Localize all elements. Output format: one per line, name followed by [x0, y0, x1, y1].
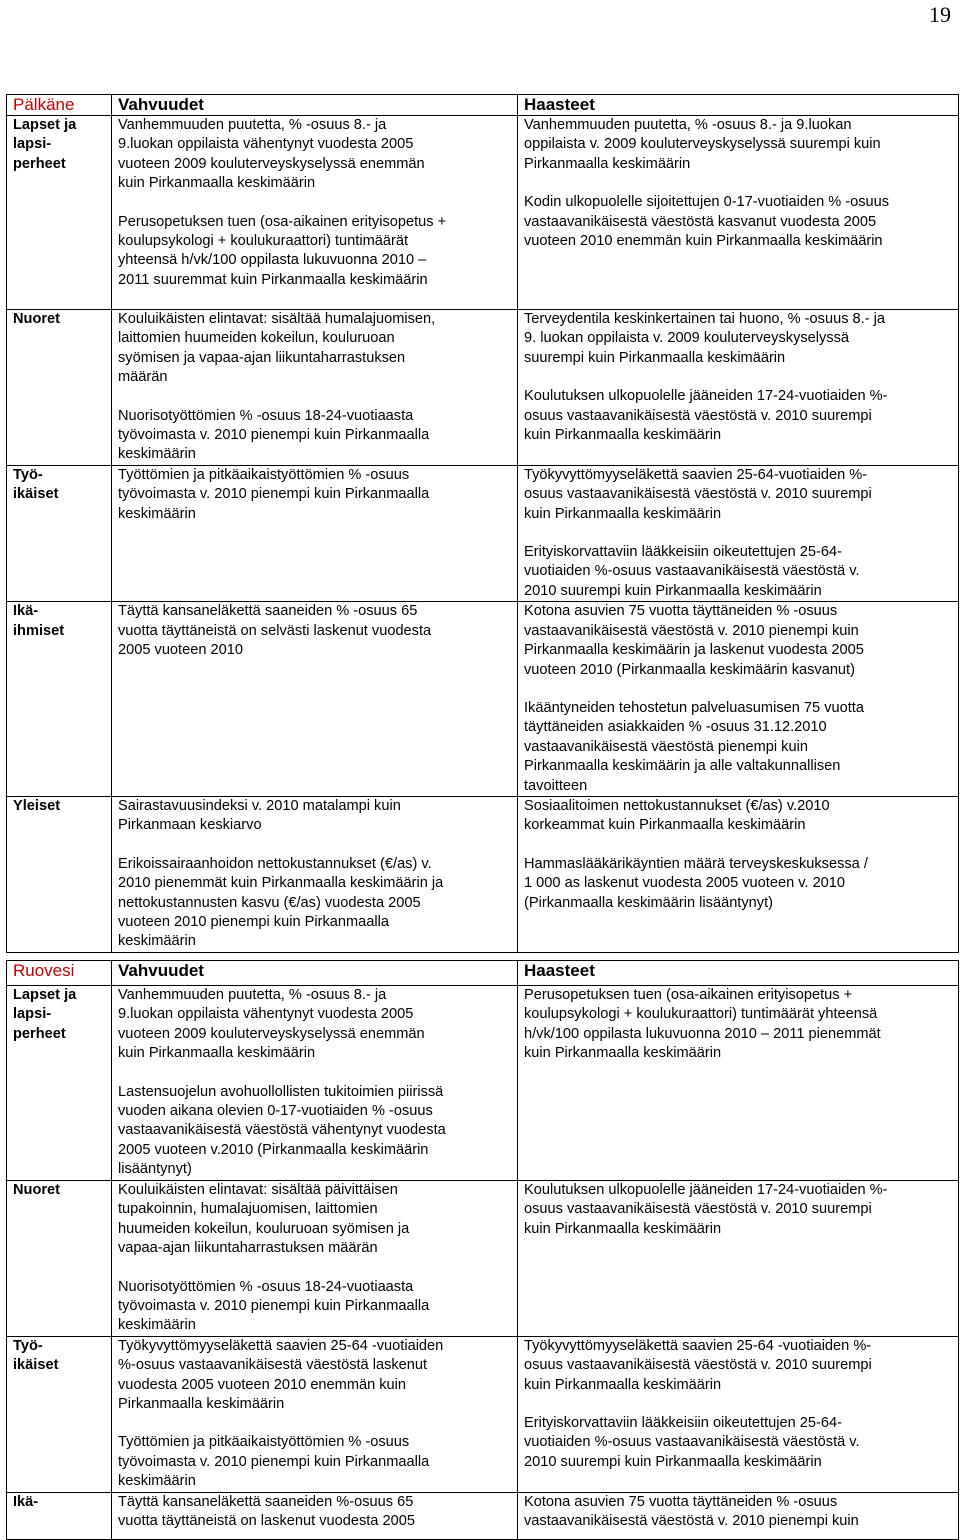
table-row: [7, 796, 959, 952]
strengths-cell: [112, 1492, 518, 1539]
challenge-item: Koulutuksen ulkopuolelle jääneiden 17-24-vuotiaiden %- osuus vastaavanikäisestä väestöstä v. 2010 suurempi kuin Pirkanmaalla keskimäärin: [524, 1181, 888, 1237]
strength-item: Vanhemmuuden puutetta, % -osuus 8.- ja 9.luokan oppilaista vähentynyt vuodesta 2005 vuoteen 2009 kouluterveyskyselyssä enemmän kuin Pirkanmaalla keskimäärin: [118, 986, 425, 1062]
challenge-item: Koulutuksen ulkopuolelle jääneiden 17-24-vuotiaiden %- osuus vastaavanikäisestä väestöstä v. 2010 suurempi kuin Pirkanmaalla keskimäärin: [524, 388, 888, 444]
strengths-cell: [112, 985, 518, 1180]
strength-item: Perusopetuksen tuen (osa-aikainen erityisopetus + koulupsykologi + koulukuraattori) tuntimäärät yhteensä h/vk/100 oppilasta lukuvuonna 2010 – 2011 suuremmat kuin Pirkanmaalla keskimäärin: [118, 213, 447, 288]
challenges-cell: [518, 985, 959, 1180]
strength-item: Erikoissairaanhoidon nettokustannukset (€/as) v. 2010 pienemmät kuin Pirkanmaalla keskimäärin ja nettokustannusten kasvu (€/as) vuodesta 2005 vuoteen 2010 pienempi kuin Pirkanmaalla keskimäärin: [118, 855, 444, 950]
region-table-ruovesi: [6, 960, 959, 1540]
challenge-item: Kodin ulkopuolelle sijoitettujen 0-17-vuotiaiden % -osuus vastaavanikäisestä väestöstä kasvanut vuodesta 2005 vuoteen 2010 enemmän kuin Pirkanmaalla keskimäärin: [524, 194, 890, 250]
region-title: Ruovesi: [7, 961, 112, 986]
challenge-item: Ikääntyneiden tehostetun palveluasumisen 75 vuotta täyttäneiden asiakkaiden % -osuus 31.12.2010 vastaavanikäisestä väestöstä pienempi kuin Pirkanmaalla keskimäärin ja alle valtakunnallisen tavoitteen: [524, 699, 864, 794]
challenges-cell: [518, 1336, 959, 1492]
table-header-row: [7, 95, 959, 116]
table-row: [7, 116, 959, 310]
group-label: Ikä-: [7, 1492, 112, 1539]
strengths-header: Vahvuudet: [112, 95, 518, 116]
challenges-header: Haasteet: [518, 961, 959, 986]
challenge-item: Vanhemmuuden puutetta, % -osuus 8.- ja 9.luokan oppilaista v. 2009 kouluterveyskyselyssä suurempi kuin Pirkanmaalla keskimäärin: [524, 117, 881, 172]
strengths-cell: [112, 465, 518, 601]
challenge-item: Kotona asuvien 75 vuotta täyttäneiden % -osuus vastaavanikäisestä väestöstä v. 2010 pienempi kuin: [524, 1493, 859, 1530]
group-label: Nuoret: [7, 310, 112, 466]
strength-item: Sairastavuusindeksi v. 2010 matalampi kuin Pirkanmaan keskiarvo: [118, 797, 401, 834]
table-row: [7, 1180, 959, 1336]
strength-item: Työttömien ja pitkäaikaistyöttömien % -osuus työvoimasta v. 2010 pienempi kuin Pirkanmaalla keskimäärin: [118, 466, 430, 522]
challenge-item: Erityiskorvattaviin lääkkeisiin oikeutettujen 25-64- vuotiaiden %-osuus vastaavanikäisestä väestöstä v. 2010 suurempi kuin Pirkanmaalla keskimäärin: [524, 1414, 860, 1470]
strength-item: Kouluikäisten elintavat: sisältää humalajuomisen, laittomien huumeiden kokeilun, kouluruoan syömisen ja vapaa-ajan liikuntaharrastuksen määrän: [118, 311, 436, 386]
challenge-item: Erityiskorvattaviin lääkkeisiin oikeutettujen 25-64- vuotiaiden %-osuus vastaavanikäisestä väestöstä v. 2010 suurempi kuin Pirkanmaalla keskimäärin: [524, 544, 860, 599]
challenges-cell: [518, 465, 959, 601]
challenges-cell: [518, 310, 959, 466]
challenge-item: Työkyvyttömyyseläkettä saavien 25-64-vuotiaiden %- osuus vastaavanikäisestä väestöstä v. 2010 suurempi kuin Pirkanmaalla keskimäärin: [524, 466, 872, 522]
table-row: [7, 602, 959, 797]
table-row: [7, 1336, 959, 1492]
strength-item: Täyttä kansaneläkettä saaneiden % -osuus 65 vuotta täyttäneistä on selvästi laskenut vuodesta 2005 vuoteen 2010: [118, 603, 432, 659]
strengths-header: Vahvuudet: [112, 961, 518, 986]
challenge-item: Perusopetuksen tuen (osa-aikainen erityisopetus + koulupsykologi + koulukuraattori) tuntimäärät yhteensä h/vk/100 oppilasta lukuvuonna 2010 – 2011 pienemmät kuin Pirkanmaalla keskimäärin: [524, 986, 881, 1062]
challenges-cell: [518, 116, 959, 310]
strengths-cell: [112, 796, 518, 952]
group-label: Lapset ja lapsi- perheet: [7, 985, 112, 1180]
challenge-item: Työkyvyttömyyseläkettä saavien 25-64 -vuotiaiden %- osuus vastaavanikäisestä väestöstä v. 2010 suurempi kuin Pirkanmaalla keskimäärin: [524, 1337, 872, 1393]
group-label: Työ- ikäiset: [7, 1336, 112, 1492]
strength-item: Työttömien ja pitkäaikaistyöttömien % -osuus työvoimasta v. 2010 pienempi kuin Pirkanmaalla keskimäärin: [118, 1434, 430, 1490]
challenges-header: Haasteet: [518, 95, 959, 116]
group-label: Lapset ja lapsi- perheet: [7, 116, 112, 310]
challenge-item: Kotona asuvien 75 vuotta täyttäneiden % -osuus vastaavanikäisestä väestöstä v. 2010 pienempi kuin Pirkanmaalla keskimäärin ja laskenut vuodesta 2005 vuoteen 2010 (Pirkanmaalla keskimäärin kasvanut): [524, 603, 864, 678]
challenge-item: Sosiaalitoimen nettokustannukset (€/as) v.2010 korkeammat kuin Pirkanmaalla keskimäärin: [524, 797, 830, 834]
table-row: [7, 985, 959, 1180]
strength-item: Nuorisotyöttömien % -osuus 18-24-vuotiaasta työvoimasta v. 2010 pienempi kuin Pirkanmaalla keskimäärin: [118, 407, 430, 463]
strength-item: Kouluikäisten elintavat: sisältää päivittäisen tupakoinnin, humalajuomisen, laittomien huumeiden kokeilun, kouluruoan syömisen ja vapaa-ajan liikuntaharrastuksen määrän: [118, 1181, 410, 1257]
table-row: [7, 1492, 959, 1539]
challenges-cell: [518, 796, 959, 952]
table-row: [7, 465, 959, 601]
group-label: Nuoret: [7, 1180, 112, 1336]
region-title: Pälkäne: [7, 95, 112, 116]
strength-item: Täyttä kansaneläkettä saaneiden %-osuus 65 vuotta täyttäneistä on laskenut vuodesta 2005: [118, 1493, 415, 1530]
challenge-item: Terveydentila keskinkertainen tai huono, % -osuus 8.- ja 9. luokan oppilaista v. 2009 kouluterveyskyselyssä suurempi kuin Pirkanmaalla keskimäärin: [524, 311, 885, 366]
table-row: [7, 310, 959, 466]
challenges-cell: [518, 1180, 959, 1336]
table-header-row: [7, 961, 959, 986]
strengths-cell: [112, 116, 518, 310]
strengths-cell: [112, 310, 518, 466]
strength-item: Työkyvyttömyyseläkettä saavien 25-64 -vuotiaiden %-osuus vastaavanikäisestä väestöstä laskenut vuodesta 2005 vuoteen 2010 enemmän kuin Pirkanmaalla keskimäärin: [118, 1337, 444, 1412]
group-label: Yleiset: [7, 796, 112, 952]
strength-item: Vanhemmuuden puutetta, % -osuus 8.- ja 9.luokan oppilaista vähentynyt vuodesta 2005 vuoteen 2009 kouluterveyskyselyssä enemmän kuin Pirkanmaalla keskimäärin: [118, 117, 425, 192]
strength-item: Lastensuojelun avohuollollisten tukitoimien piirissä vuoden aikana olevien 0-17-vuotiaiden % -osuus vastaavanikäisestä väestöstä vähentynyt vuodesta 2005 vuoteen v.2010 (Pirkanmaalla keskimäärin lisääntynyt): [118, 1083, 446, 1178]
page-number: 19: [929, 2, 951, 27]
challenge-item: Hammaslääkärikäyntien määrä terveyskeskuksessa / 1 000 as laskenut vuodesta 2005 vuoteen v. 2010 (Pirkanmaalla keskimäärin lisääntynyt): [524, 855, 868, 911]
strength-item: Nuorisotyöttömien % -osuus 18-24-vuotiaasta työvoimasta v. 2010 pienempi kuin Pirkanmaalla keskimäärin: [118, 1278, 430, 1334]
challenges-cell: [518, 1492, 959, 1539]
group-label: Työ- ikäiset: [7, 465, 112, 601]
region-table-palkane: [6, 94, 959, 953]
group-label: Ikä- ihmiset: [7, 602, 112, 797]
strengths-cell: [112, 1180, 518, 1336]
strengths-cell: [112, 1336, 518, 1492]
strengths-cell: [112, 602, 518, 797]
challenges-cell: [518, 602, 959, 797]
